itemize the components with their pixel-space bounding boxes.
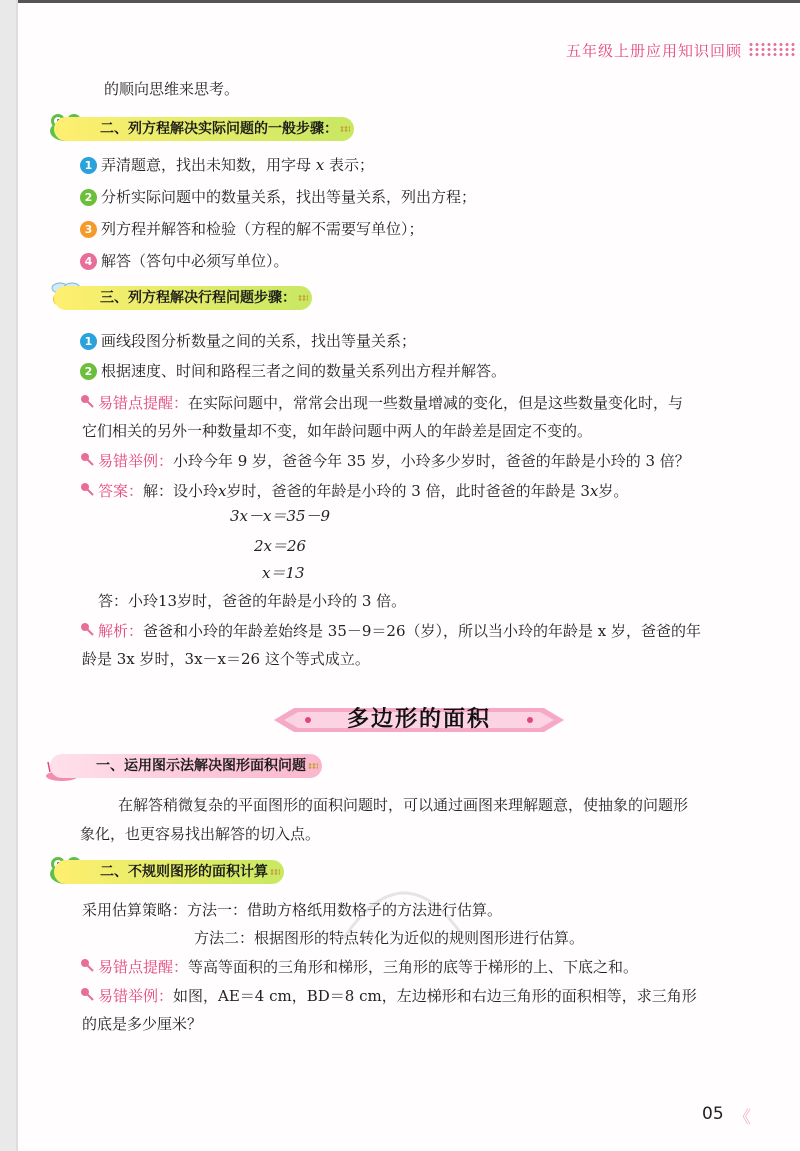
number-badge-icon: 2 bbox=[80, 363, 97, 380]
example-line bbox=[80, 451, 690, 471]
method-one: 采用估算策略：方法一：借助方格纸用数格子的方法进行估算。 bbox=[82, 901, 503, 919]
answer-text-end: 岁。 bbox=[598, 482, 629, 500]
number-badge-icon: 1 bbox=[80, 157, 97, 174]
step-text: 解答（答句中必须写单位）。 bbox=[101, 252, 289, 270]
analysis-text: 爸爸和小玲的年龄差始终是 35－9＝26（岁），所以当小玲的年龄是 x 岁，爸爸的年 bbox=[143, 622, 702, 640]
pin-icon bbox=[80, 622, 94, 636]
tip-label: 易错点提醒： bbox=[98, 394, 189, 412]
tip-label: 易错点提醒： bbox=[98, 958, 189, 976]
analysis-text-cont: 龄是 3x 岁时，3x－x＝26 这个等式成立。 bbox=[82, 650, 370, 668]
answer-conclusion: 答：小玲13岁时，爸爸的年龄是小玲的 3 倍。 bbox=[98, 592, 407, 610]
tip-line bbox=[80, 393, 683, 413]
step-text: 根据速度、时间和路程三者之间的数量关系列出方程并解答。 bbox=[101, 362, 507, 380]
step-text: 弄清题意，找出未知数，用字母 bbox=[101, 156, 312, 174]
method-two: 方法二：根据图形的特点转化为近似的规则图形进行估算。 bbox=[194, 929, 585, 947]
pin-icon bbox=[80, 987, 94, 1001]
tip-text: 在实际问题中，常常会出现一些数量增减的变化，但是这些数量变化时，与 bbox=[188, 394, 684, 412]
example-label: 易错举例： bbox=[98, 987, 174, 1005]
header-rule bbox=[18, 0, 800, 3]
step-text-end: 表示； bbox=[329, 156, 375, 174]
paragraph-line: 在解答稍微复杂的平面图形的面积问题时，可以通过画图来理解题意，使抽象的问题形 bbox=[118, 796, 689, 814]
section-banner-travel-steps: 三、列方程解决行程问题步骤： bbox=[54, 286, 312, 310]
example-text: 如图，AE＝4 cm，BD＝8 cm，左边梯形和右边三角形的面积相等，求三角形 bbox=[173, 987, 697, 1005]
analysis-label: 解析： bbox=[98, 622, 144, 640]
pin-icon bbox=[80, 958, 94, 972]
pin-icon bbox=[80, 394, 94, 408]
analysis-line bbox=[80, 621, 701, 641]
continuation-line: 的顺向思维来思考。 bbox=[104, 80, 240, 98]
step-item bbox=[80, 219, 424, 239]
chapter-title: 多边形的面积 bbox=[346, 707, 491, 732]
answer-line bbox=[80, 481, 628, 501]
variable-x: x bbox=[315, 156, 325, 174]
page-number: 05 bbox=[702, 1104, 724, 1124]
tip-text-cont: 它们相关的另外一种数量却不变，如年龄问题中两人的年龄差是固定不变的。 bbox=[82, 422, 593, 440]
section-banner-diagram-method: 一、运用图示法解决图形面积问题 bbox=[50, 754, 322, 778]
example-text-cont: 的底是多少厘米？ bbox=[82, 1015, 203, 1033]
equation-1: 3x－x＝35－9 bbox=[230, 507, 331, 525]
pin-icon bbox=[80, 482, 94, 496]
example-text: 小玲今年 9 岁，爸爸今年 35 岁，小玲多少岁时，爸爸的年龄是小玲的 3 倍？ bbox=[173, 452, 690, 470]
page-chevron-icon: 《 bbox=[734, 1108, 751, 1128]
step-text: 列方程并解答和检验（方程的解不需要写单位）； bbox=[101, 220, 424, 238]
answer-label: 答案： bbox=[98, 482, 144, 500]
answer-text-mid: 岁时，爸爸的年龄是小玲的 3 倍，此时爸爸的年龄是 3 bbox=[226, 482, 590, 500]
equation-2: 2x＝26 bbox=[254, 537, 307, 555]
step-item bbox=[80, 155, 374, 175]
variable-x: x bbox=[589, 482, 599, 500]
step-item bbox=[80, 251, 289, 271]
step-text: 分析实际问题中的数量关系，找出等量关系，列出方程； bbox=[101, 188, 477, 206]
section-banner-irregular-area: 二、不规则图形的面积计算 bbox=[54, 860, 284, 884]
number-badge-icon: 2 bbox=[80, 189, 97, 206]
book-spine-edge bbox=[0, 0, 16, 1151]
number-badge-icon: 4 bbox=[80, 253, 97, 270]
header-dots-decoration bbox=[748, 42, 796, 56]
number-badge-icon: 1 bbox=[80, 333, 97, 350]
textbook-page bbox=[16, 0, 800, 1151]
step-text: 画线段图分析数量之间的关系，找出等量关系； bbox=[101, 332, 417, 350]
example-line bbox=[80, 986, 697, 1006]
number-badge-icon: 3 bbox=[80, 221, 97, 238]
tip-line bbox=[80, 957, 638, 977]
example-label: 易错举例： bbox=[98, 452, 174, 470]
section-banner-equation-steps: 二、列方程解决实际问题的一般步骤： bbox=[54, 117, 354, 141]
step-item bbox=[80, 187, 476, 207]
answer-text: 解：设小玲 bbox=[143, 482, 219, 500]
step-item bbox=[80, 331, 416, 351]
pin-icon bbox=[80, 452, 94, 466]
step-item bbox=[80, 361, 506, 381]
variable-x: x bbox=[218, 482, 227, 500]
chapter-title-banner bbox=[274, 704, 564, 736]
equation-3: x＝13 bbox=[262, 564, 305, 582]
tip-text: 等高等面积的三角形和梯形，三角形的底等于梯形的上、下底之和。 bbox=[188, 958, 639, 976]
paragraph-line: 象化，也更容易找出解答的切入点。 bbox=[80, 825, 321, 843]
running-head: 五年级上册应用知识回顾 bbox=[565, 42, 742, 60]
